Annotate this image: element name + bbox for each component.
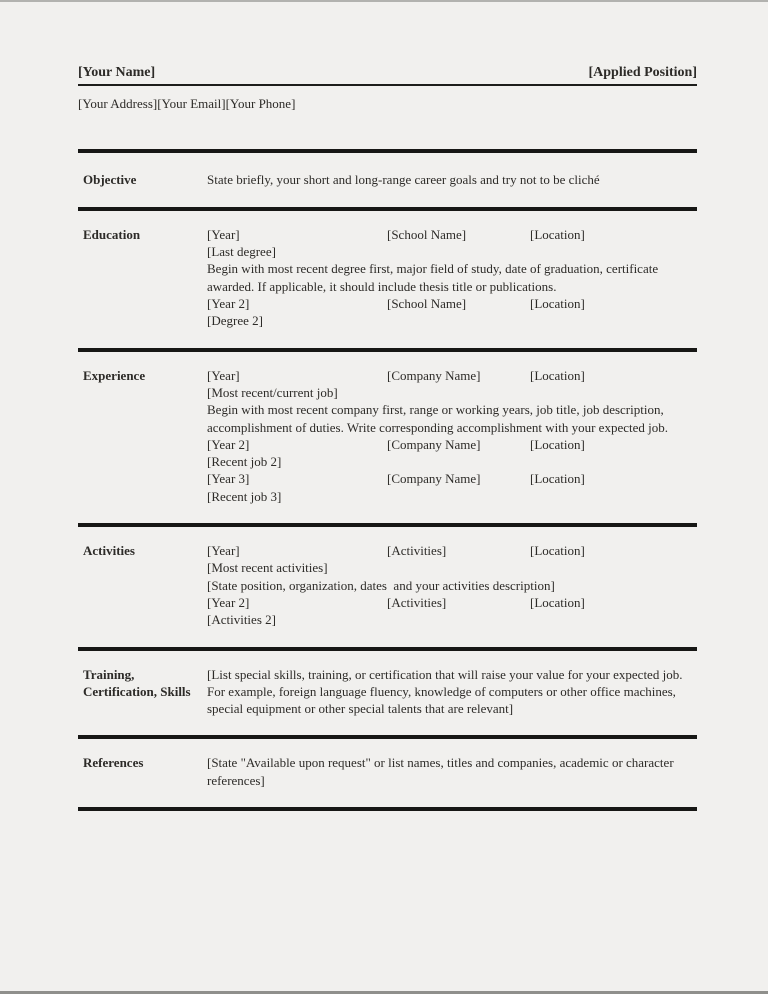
field-cell: [Year]	[207, 367, 240, 383]
field-cell: [Year]	[207, 226, 240, 242]
section-text: [Most recent/current job]	[207, 384, 338, 400]
resume-page	[78, 2, 697, 811]
field-row	[207, 594, 697, 611]
field-row	[207, 295, 697, 312]
section-text: [Most recent activities]	[207, 560, 328, 576]
field-cell: [Year 3]	[207, 471, 250, 487]
contact-line: [Your Address][Your Email][Your Phone]	[78, 96, 296, 112]
section-content	[207, 226, 697, 330]
field-cell: [Year]	[207, 543, 240, 559]
field-row	[207, 470, 697, 487]
field-cell: [Location]	[530, 471, 585, 487]
section-text: [Recent job 2]	[207, 454, 282, 470]
section-content	[207, 754, 697, 789]
field-cell: [Location]	[530, 436, 585, 452]
field-row	[207, 367, 697, 384]
section-label: Objective	[83, 171, 137, 187]
section-content	[207, 171, 697, 188]
section-text: [Degree 2]	[207, 313, 263, 329]
section-content	[207, 542, 697, 628]
resume-header	[78, 64, 697, 113]
field-cell: [Activities]	[387, 594, 447, 610]
section-text: [Last degree]	[207, 244, 276, 260]
field-row	[207, 436, 697, 453]
section-activities	[78, 527, 697, 646]
section-label: References	[83, 755, 144, 771]
section-references	[78, 739, 697, 807]
field-cell: [School Name]	[387, 226, 467, 242]
section-label: Training, Certification, Skills	[83, 666, 191, 699]
field-cell: [Year 2]	[207, 594, 250, 610]
section-text: State briefly, your short and long-range career goals and try not to be cliché	[207, 171, 600, 187]
section-training-certification-skills	[78, 651, 697, 736]
bottom-divider	[78, 807, 697, 811]
header-row	[78, 64, 697, 81]
your-name: [Your Name]	[78, 65, 156, 80]
section-label: Experience	[83, 367, 146, 383]
section-text: [State position, organization, dates and your activities description]	[207, 577, 555, 593]
section-education	[78, 211, 697, 348]
section-text: [Activities 2]	[207, 612, 276, 628]
section-text: [State "Available upon request" or list names, titles and companies, academic or character references]	[207, 755, 677, 788]
section-objective	[78, 153, 697, 207]
field-cell: [School Name]	[387, 296, 467, 312]
field-cell: [Location]	[530, 226, 585, 242]
field-cell: [Year 2]	[207, 296, 250, 312]
field-cell: [Location]	[530, 296, 585, 312]
field-cell: [Year 2]	[207, 436, 250, 452]
field-cell: [Location]	[530, 594, 585, 610]
field-cell: [Company Name]	[387, 367, 481, 383]
field-row	[207, 226, 697, 243]
field-cell: [Location]	[530, 543, 585, 559]
section-label: Education	[83, 226, 141, 242]
field-cell: [Company Name]	[387, 436, 481, 452]
section-text: Begin with most recent degree first, major field of study, date of graduation, certificate awarded. If applicable, it should include thesis title or publications.	[207, 261, 662, 294]
field-cell: [Location]	[530, 367, 585, 383]
field-row	[207, 542, 697, 559]
sections-container	[78, 149, 697, 811]
section-text: Begin with most recent company first, range or working years, job title, job description, accomplishment of duties. Write corresponding accomplishment with your expected job.	[207, 402, 668, 435]
section-label: Activities	[83, 543, 135, 559]
header-divider	[78, 84, 697, 86]
field-cell: [Activities]	[387, 543, 447, 559]
section-text: [List special skills, training, or certification that will raise your value for your expected job. For example, foreign language fluency, knowledge of computers or other office machines, special equipment or other special talents that are relevant]	[207, 666, 686, 717]
field-cell: [Company Name]	[387, 471, 481, 487]
section-content	[207, 666, 697, 718]
section-text: [Recent job 3]	[207, 488, 282, 504]
applied-position: [Applied Position]	[588, 65, 697, 80]
section-content	[207, 367, 697, 505]
section-experience	[78, 352, 697, 523]
